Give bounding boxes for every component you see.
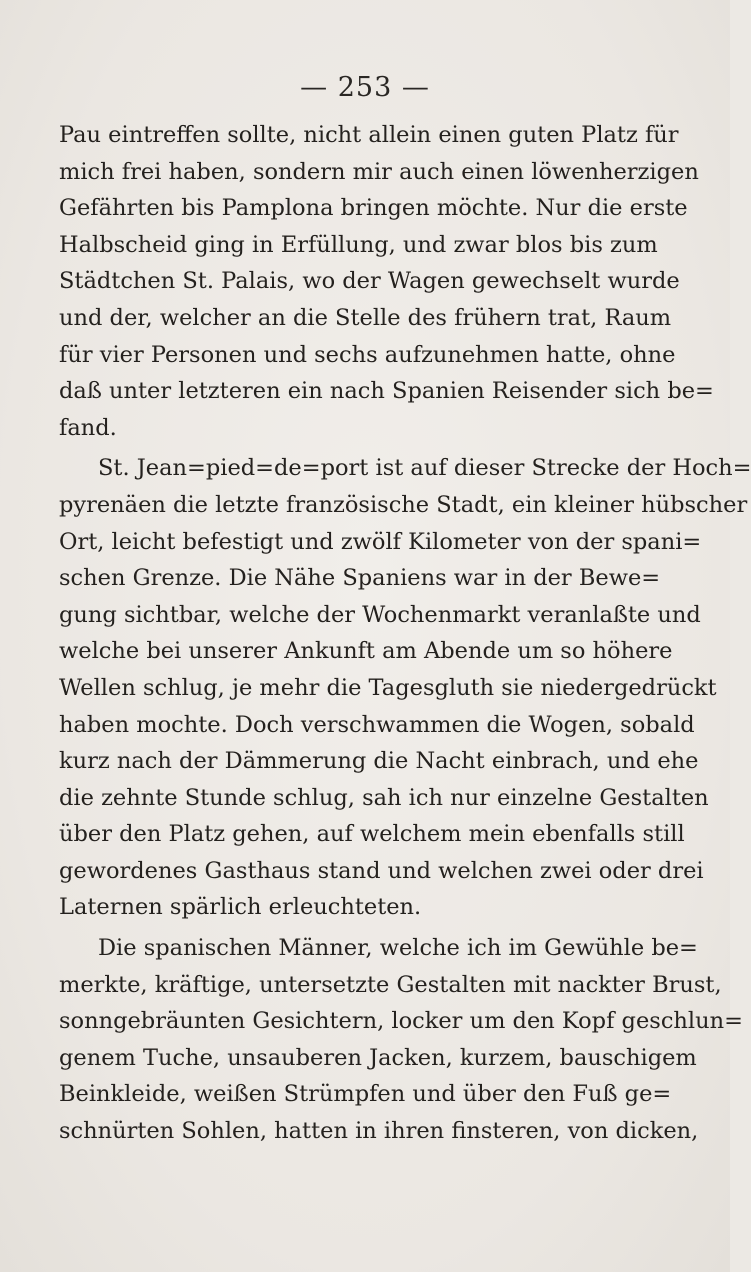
- text-line: pyrenäen die letzte französische Stadt, ein kleiner hübscher: [59, 491, 748, 518]
- text-line: welche bei unserer Ankunft am Abende um so höhere: [59, 638, 673, 665]
- text-line: schen Grenze. Die Nähe Spaniens war in der Bewe=: [59, 565, 661, 592]
- text-line: gewordenes Gasthaus stand und welchen zwei oder drei: [59, 857, 704, 884]
- paragraph: [59, 930, 743, 1150]
- text-line: die zehnte Stunde schlug, sah ich nur einzelne Gestalten: [59, 784, 709, 811]
- text-line: sonngebräunten Gesichtern, locker um den Kopf geschlun=: [59, 1008, 743, 1035]
- page-number: — 253 —: [300, 72, 430, 103]
- text-line: und der, welcher an die Stelle des frühern trat, Raum: [59, 304, 672, 331]
- text-line: Ort, leicht befestigt und zwölf Kilometer von der spani=: [59, 528, 702, 555]
- text-line: Beinkleide, weißen Strümpfen und über den Fuß ge=: [59, 1081, 672, 1108]
- text-line: für vier Personen und sechs aufzunehmen hatte, ohne: [59, 341, 676, 368]
- text-line: daß unter letzteren ein nach Spanien Reisender sich be=: [59, 378, 714, 405]
- text-line: St. Jean=pied=de=port ist auf dieser Strecke der Hoch=: [98, 455, 751, 482]
- text-line: über den Platz gehen, auf welchem mein ebenfalls still: [59, 821, 685, 848]
- text-line: Gefährten bis Pamplona bringen möchte. Nur die erste: [59, 195, 688, 222]
- text-line: haben mochte. Doch verschwammen die Wogen, sobald: [59, 711, 695, 738]
- text-line: gung sichtbar, welche der Wochenmarkt veranlaßte und: [59, 601, 701, 628]
- text-line: schnürten Sohlen, hatten in ihren finsteren, von dicken,: [59, 1118, 699, 1145]
- text-line: genem Tuche, unsauberen Jacken, kurzem, bauschigem: [59, 1044, 697, 1071]
- text-line: Die spanischen Männer, welche ich im Gewühle be=: [98, 935, 698, 962]
- text-line: Städtchen St. Palais, wo der Wagen gewechselt wurde: [59, 268, 680, 295]
- paragraph: [59, 117, 714, 446]
- text-line: Halbscheid ging in Erfüllung, und zwar blos bis zum: [59, 231, 658, 258]
- text-line: mich frei haben, sondern mir auch einen löwenherzigen: [59, 158, 699, 185]
- body-text: [59, 117, 751, 1150]
- text-line: Pau eintreffen sollte, nicht allein einen guten Platz für: [59, 122, 679, 148]
- text-line: Wellen schlug, je mehr die Tagesgluth sie niedergedrückt: [59, 674, 717, 701]
- paragraph: [59, 450, 751, 926]
- text-line: fand.: [59, 414, 117, 441]
- text-line: merkte, kräftige, untersetzte Gestalten mit nackter Brust,: [59, 971, 722, 998]
- text-line: kurz nach der Dämmerung die Nacht einbrach, und ehe: [59, 748, 699, 775]
- text-line: Laternen spärlich erleuchteten.: [59, 894, 422, 921]
